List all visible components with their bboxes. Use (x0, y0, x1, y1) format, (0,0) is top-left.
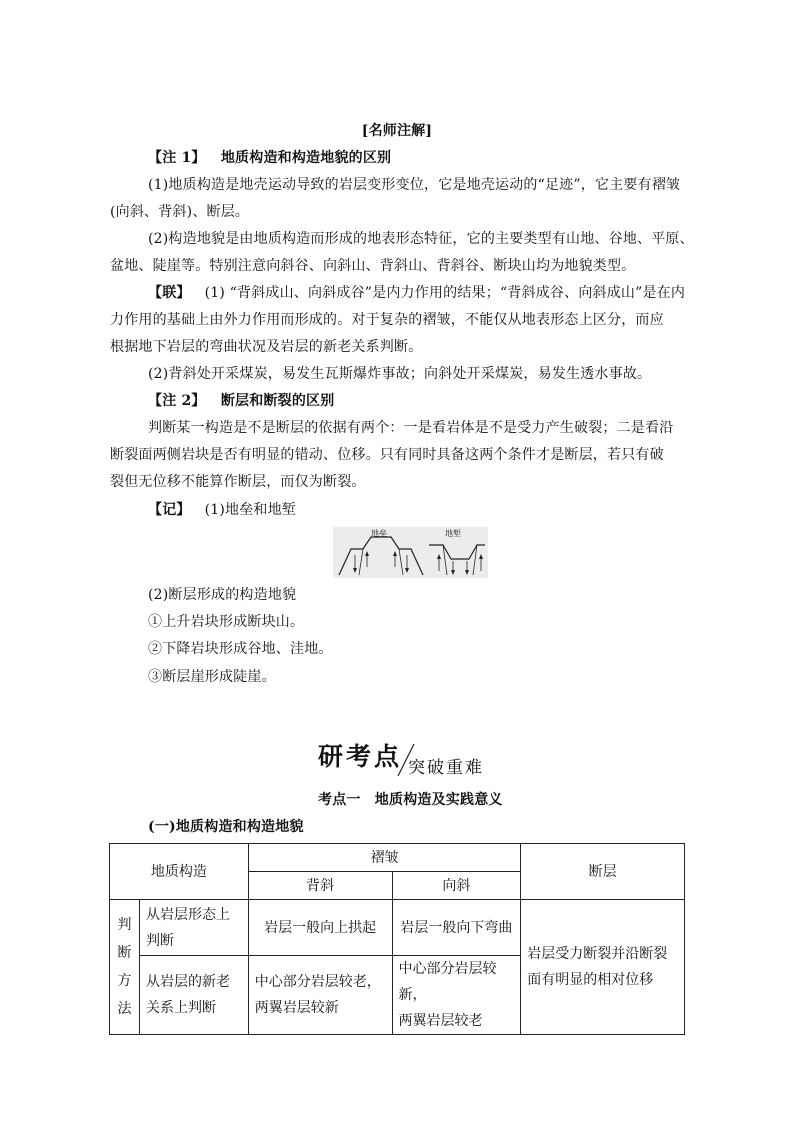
th-fault: 断层 (521, 844, 685, 900)
note1-heading-line (148, 148, 391, 168)
th-anticline: 背斜 (248, 872, 392, 900)
row2-label (139, 956, 248, 1035)
memo-tag: 【记】 (148, 502, 191, 518)
note2-line1: 判断某一构造是不是断层的依据有两个：一是看岩体是不是受力产生破裂；二是看沿 (148, 420, 674, 436)
side-char-2: 断 (117, 945, 132, 961)
memo-heading-line (148, 500, 296, 520)
horst-arrowhead-down-right (405, 568, 409, 573)
row2-syncline (392, 956, 521, 1035)
fault-line1: 岩层受力断裂并沿断裂 (527, 946, 668, 962)
side-char-4: 法 (117, 1001, 132, 1017)
horst-graben-diagram (333, 527, 488, 578)
row1-anticline: 岩层一般向上拱起 (248, 900, 392, 956)
side-char-1: 判 (117, 917, 132, 933)
note1-p1-line1: (1)地质构造是地壳运动导致的岩层变形变位，它是地壳运动的“足迹”，它主要有褶皱 (148, 177, 681, 193)
graben-arrowhead-down-right (465, 570, 469, 575)
table-header-row-1 (110, 844, 685, 872)
link-p1-line3: 根据地下岩层的弯曲状况及岩层的新老关系判断。 (110, 339, 423, 355)
side-char-3: 方 (117, 973, 132, 989)
row2-anticline-line1: 中心部分岩层较老， (254, 974, 381, 990)
row1-label-line1: 从岩层形态上 (145, 906, 230, 923)
link-p1-line1-row (148, 283, 685, 303)
memo-sub1: ①上升岩块形成断块山。 (148, 614, 305, 630)
note2-heading-line (148, 391, 334, 411)
horst-arrowhead-down-left (353, 568, 357, 573)
note2-line3: 裂但无位移不能算作断层，而仅为断裂。 (110, 474, 366, 490)
fault-cell (521, 900, 685, 1035)
note2-line2: 断裂面两侧岩块是否有明显的错动、位移。只有同时具备这两个条件才是断层，若只有破 (110, 447, 664, 463)
row1-label (139, 900, 248, 956)
note2-tag: 【注 2】 (148, 393, 206, 409)
section-sub: (一)地质构造和构造地貌 (148, 819, 304, 835)
note1-p2-line1: (2)构造地貌是由地质构造而形成的地表形态特征，它的主要类型有山地、谷地、平原、 (148, 231, 694, 247)
memo-sub2: ②下降岩块形成谷地、洼地。 (148, 641, 333, 657)
row2-anticline-line2: 两翼岩层较新 (254, 1000, 339, 1016)
th-syncline: 向斜 (392, 872, 521, 900)
note1-p2-line2: 盆地、陡崖等。特别注意向斜谷、向斜山、背斜山、背斜谷、断块山均为地貌类型。 (110, 258, 636, 274)
link-tag: 【联】 (148, 285, 191, 301)
horst-arrowhead-up-right (393, 551, 397, 556)
graben-arrowhead-down-left (451, 570, 455, 575)
section-banner-big: 研考点 (318, 742, 403, 771)
link-p1-line2: 力作用的基础上由外力作用而形成的。对于复杂的褶皱，不能仅从地表形态上区分，而应 (110, 312, 664, 328)
memo-item1: (1)地垒和地堑 (204, 502, 296, 518)
page-title: [名师注解] (361, 123, 433, 139)
memo-item2: (2)断层形成的构造地貌 (148, 587, 297, 603)
link-p1-line1: (1) “背斜成山、向斜成谷”是内力作用的结果；“背斜成谷、向斜成山”是在内 (204, 285, 686, 301)
note2-heading: 断层和断裂的区别 (220, 393, 335, 409)
row2-syncline-line1: 中心部分岩层较新， (398, 961, 497, 1003)
note1-p1-line2: (向斜、背斜)、断层。 (110, 204, 250, 220)
note1-tag: 【注 1】 (148, 150, 206, 166)
graben-arrowhead-up-left (437, 554, 441, 559)
graben-label: 地堑 (445, 529, 461, 538)
geo-structure-table (109, 843, 685, 1035)
horst-label: 地垒 (371, 529, 387, 538)
row2-label-line2: 关系上判断 (145, 1000, 216, 1016)
memo-sub3: ③断层崖形成陡崖。 (148, 669, 276, 685)
table-row (110, 900, 685, 956)
horst-fault-right (399, 549, 403, 575)
horst-profile (339, 537, 423, 575)
link-p2: (2)背斜处开采煤炭，易发生瓦斯爆炸事故；向斜处开采煤炭，易发生透水事故。 (148, 366, 652, 382)
horst-graben-svg (333, 527, 488, 578)
section-topic: 考点一 地质构造及实践意义 (318, 792, 503, 808)
row2-syncline-line2: 两翼岩层较老 (398, 1013, 483, 1029)
section-banner-small: 突破重难 (408, 758, 484, 778)
section-banner (318, 742, 518, 778)
row2-label-line1: 从岩层的新老 (145, 974, 230, 990)
graben-arrowhead-up-right (479, 554, 483, 559)
horst-fault-left (359, 549, 363, 575)
side-label (110, 900, 140, 1035)
note1-heading: 地质构造和构造地貌的区别 (220, 150, 392, 166)
horst-arrowhead-up-left (365, 551, 369, 556)
row2-anticline (248, 956, 392, 1035)
row1-label-line2: 判断 (145, 932, 174, 949)
row1-syncline: 岩层一般向下弯曲 (392, 900, 521, 956)
th-fold: 褶皱 (248, 844, 521, 872)
th-structure: 地质构造 (110, 844, 249, 900)
fault-line2: 面有明显的相对位移 (527, 972, 654, 988)
